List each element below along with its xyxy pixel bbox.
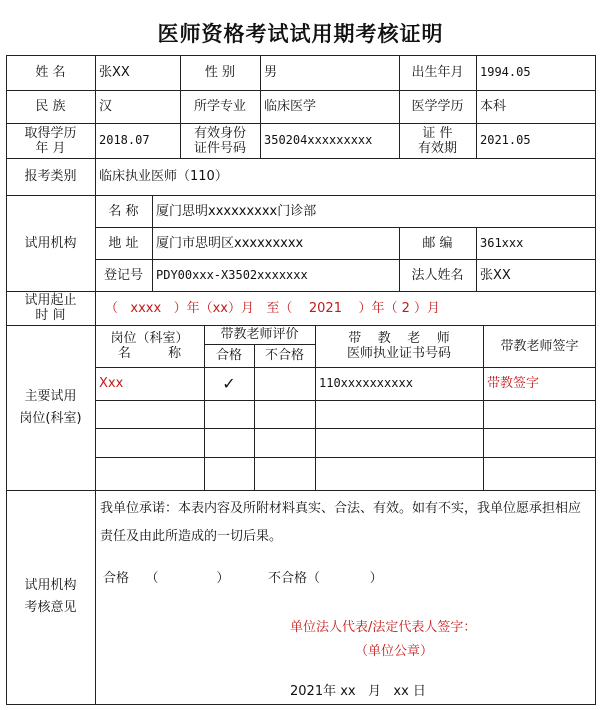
col-header-post-line1: 岗位（科室）: [110, 331, 189, 346]
col-header-post-line2: 名 称: [117, 346, 182, 361]
col-header-cert-line1: 带 教 老 师: [348, 331, 450, 346]
col-header-evaluation: 带教老师评价: [220, 327, 299, 342]
pledge-text: 我单位承诺：本表内容及所附材料真实、合法、有效。如有不实，我单位愿承担相应责任及由此所造成的一切后果。: [100, 501, 582, 544]
institution-address-label: 地 址: [108, 235, 139, 251]
positions-label-line1: 主要试用: [24, 388, 77, 404]
registration-value: PDY00xxx-X3502xxxxxxx: [156, 267, 308, 282]
postcode-label: 邮 编: [422, 235, 453, 251]
education-date-label-line1: 取得学历: [24, 125, 77, 141]
row-divider: [95, 457, 596, 458]
review-label-line2: 考核意见: [24, 600, 77, 615]
certificate-table: [6, 55, 596, 705]
major-value: 临床医学: [264, 99, 317, 114]
col-header-cert-line2: 医师执业证书号码: [346, 346, 451, 361]
exam-category-label: 报考类别: [24, 169, 77, 184]
degree-label: 医学学历: [411, 99, 464, 114]
cert-validity-label: [399, 123, 476, 158]
birth-value: 1994.05: [480, 65, 531, 79]
row-divider: [95, 428, 596, 429]
cert-validity-value: 2021.05: [480, 133, 531, 147]
institution-label: 试用机构: [24, 235, 77, 251]
trial-period-label-line1: 试用起止: [24, 293, 77, 308]
cert-validity-label-line1: 证 件: [422, 125, 453, 141]
institution-name-value: 厦门思明xxxxxxxxx门诊部: [156, 203, 317, 219]
positions-label: [6, 325, 95, 490]
gender-label: 性 别: [204, 65, 236, 80]
birth-label: 出生年月: [411, 65, 464, 80]
col-header-pass: 合格: [215, 348, 242, 363]
review-date: 2021年 xx 月 xx 日: [290, 683, 426, 699]
unit-seal: （单位公章）: [355, 643, 434, 659]
name-value: 张XX: [99, 65, 130, 80]
review-pass-field: 合格 （ ）: [103, 570, 230, 586]
col-header-post: [95, 325, 204, 367]
id-number-label-line1: 有效身份: [193, 125, 246, 141]
review-label: [6, 490, 95, 704]
education-date-value: 2018.07: [99, 133, 150, 147]
legal-person-label: 法人姓名: [411, 267, 464, 283]
institution-name-label: 名 称: [108, 203, 139, 219]
registration-label: 登记号: [103, 267, 143, 283]
cert-validity-label-line2: 有效期: [417, 140, 457, 156]
trial-period-label-line2: 时 间: [35, 308, 66, 323]
pass-check-icon: ✓: [222, 374, 236, 393]
teacher-signature-cell: 带教签字: [487, 376, 540, 391]
education-date-label: [6, 123, 95, 158]
col-header-signature: 带教老师签字: [500, 338, 579, 354]
id-number-value: 350204xxxxxxxxx: [264, 133, 373, 147]
legal-rep-signature: 单位法人代表/法定代表人签字：: [290, 619, 477, 635]
postcode-value: 361xxx: [480, 235, 524, 250]
major-label: 所学专业: [193, 99, 246, 114]
cert-number-cell: 110xxxxxxxxxx: [319, 376, 413, 390]
ethnicity-label: 民 族: [35, 99, 66, 114]
exam-category-value: 临床执业医师（110）: [99, 169, 228, 184]
trial-period-label: [6, 291, 95, 325]
review-label-line1: 试用机构: [24, 578, 77, 593]
row-divider: [95, 400, 596, 401]
name-label: 姓 名: [35, 65, 66, 80]
positions-label-line2: 岗位(科室): [19, 410, 82, 426]
ethnicity-value: 汉: [99, 99, 113, 114]
legal-person-value: 张XX: [480, 267, 511, 283]
review-fail-field: 不合格（ ）: [268, 570, 383, 586]
education-date-label-line2: 年 月: [35, 140, 66, 156]
col-header-cert-number: [315, 325, 483, 367]
degree-value: 本科: [480, 99, 507, 114]
id-number-label-line2: 证件号码: [193, 140, 246, 156]
document-title: 医师资格考试试用期考核证明: [157, 21, 444, 46]
gender-value: 男: [264, 65, 278, 80]
id-number-label: [180, 123, 260, 158]
col-header-fail: 不合格: [264, 348, 304, 363]
institution-address-value: 厦门市思明区xxxxxxxxx: [156, 235, 304, 251]
trial-period-value: （ xxxx ）年（xx）月 至（ 2021 ）年（ 2 ）月: [105, 300, 441, 316]
position-name-cell: Xxx: [99, 376, 124, 391]
